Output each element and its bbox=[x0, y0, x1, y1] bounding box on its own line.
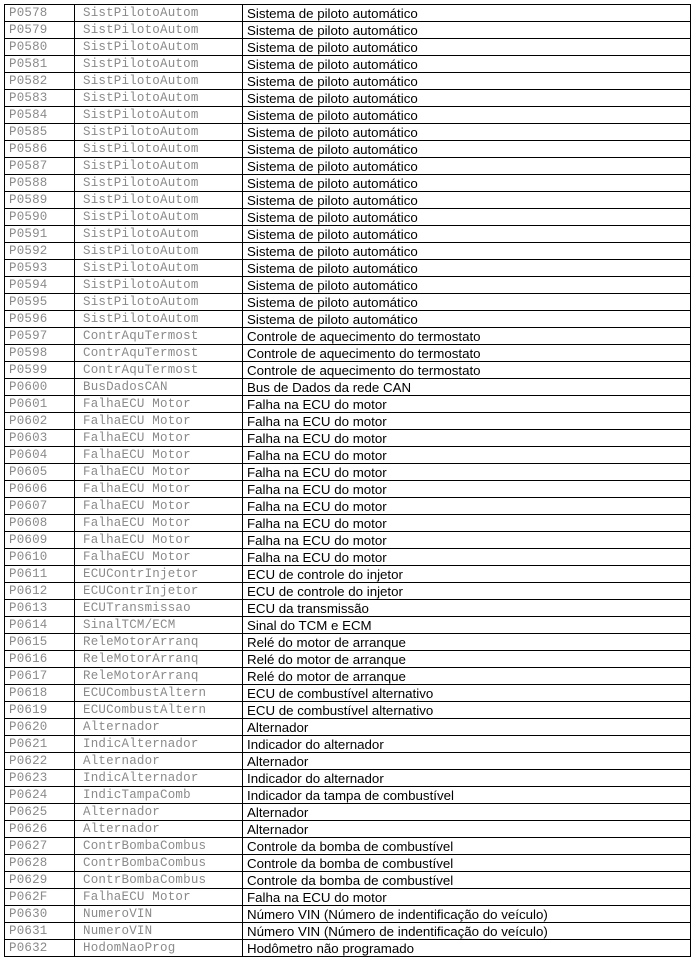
table-row bbox=[5, 73, 691, 90]
dtc-description-cell: Sistema de piloto automático bbox=[243, 5, 691, 22]
dtc-description-cell: Relé do motor de arranque bbox=[243, 668, 691, 685]
dtc-short-name-cell: ECUCombustAltern bbox=[75, 685, 243, 702]
dtc-code-cell: P0609 bbox=[5, 532, 75, 549]
dtc-short-name-cell: ReleMotorArranq bbox=[75, 634, 243, 651]
dtc-code-cell: P0598 bbox=[5, 345, 75, 362]
table-row bbox=[5, 515, 691, 532]
dtc-short-name-cell: FalhaECU Motor bbox=[75, 515, 243, 532]
dtc-short-name-cell: NumeroVIN bbox=[75, 923, 243, 940]
dtc-code-cell: P0603 bbox=[5, 430, 75, 447]
dtc-short-name-cell: SistPilotoAutom bbox=[75, 22, 243, 39]
table-row bbox=[5, 855, 691, 872]
dtc-short-name-cell: SistPilotoAutom bbox=[75, 158, 243, 175]
dtc-code-cell: P0620 bbox=[5, 719, 75, 736]
table-row bbox=[5, 770, 691, 787]
dtc-code-cell: P0621 bbox=[5, 736, 75, 753]
dtc-description-cell: Número VIN (Número de indentificação do veículo) bbox=[243, 906, 691, 923]
dtc-short-name-cell: Alternador bbox=[75, 804, 243, 821]
dtc-short-name-cell: ContrAquTermost bbox=[75, 345, 243, 362]
dtc-description-cell: Controle da bomba de combustível bbox=[243, 838, 691, 855]
dtc-short-name-cell: FalhaECU Motor bbox=[75, 430, 243, 447]
dtc-description-cell: Sistema de piloto automático bbox=[243, 175, 691, 192]
dtc-short-name-cell: SistPilotoAutom bbox=[75, 277, 243, 294]
dtc-short-name-cell: FalhaECU Motor bbox=[75, 549, 243, 566]
dtc-code-cell: P0587 bbox=[5, 158, 75, 175]
dtc-short-name-cell: IndicAlternador bbox=[75, 770, 243, 787]
table-row bbox=[5, 5, 691, 22]
table-row bbox=[5, 583, 691, 600]
table-row bbox=[5, 124, 691, 141]
table-row bbox=[5, 39, 691, 56]
dtc-description-cell: Sistema de piloto automático bbox=[243, 226, 691, 243]
dtc-description-cell: Sistema de piloto automático bbox=[243, 311, 691, 328]
table-row bbox=[5, 311, 691, 328]
table-row bbox=[5, 277, 691, 294]
dtc-description-cell: Sistema de piloto automático bbox=[243, 107, 691, 124]
dtc-code-cell: P0606 bbox=[5, 481, 75, 498]
dtc-short-name-cell: SistPilotoAutom bbox=[75, 243, 243, 260]
dtc-short-name-cell: ContrBombaCombus bbox=[75, 855, 243, 872]
dtc-description-cell: Indicador da tampa de combustível bbox=[243, 787, 691, 804]
dtc-description-cell: Hodômetro não programado bbox=[243, 940, 691, 957]
dtc-short-name-cell: SistPilotoAutom bbox=[75, 107, 243, 124]
table-row bbox=[5, 379, 691, 396]
dtc-code-table bbox=[4, 4, 691, 957]
dtc-code-cell: P0580 bbox=[5, 39, 75, 56]
dtc-description-cell: Falha na ECU do motor bbox=[243, 498, 691, 515]
dtc-short-name-cell: ECUTransmissao bbox=[75, 600, 243, 617]
dtc-description-cell: Falha na ECU do motor bbox=[243, 515, 691, 532]
dtc-description-cell: Falha na ECU do motor bbox=[243, 532, 691, 549]
dtc-code-cell: P0618 bbox=[5, 685, 75, 702]
table-row bbox=[5, 260, 691, 277]
table-row bbox=[5, 481, 691, 498]
dtc-description-cell: Indicador do alternador bbox=[243, 736, 691, 753]
table-row bbox=[5, 804, 691, 821]
table-row bbox=[5, 158, 691, 175]
dtc-description-cell: ECU da transmissão bbox=[243, 600, 691, 617]
dtc-description-cell: Sistema de piloto automático bbox=[243, 90, 691, 107]
dtc-description-cell: Controle de aquecimento do termostato bbox=[243, 345, 691, 362]
dtc-short-name-cell: FalhaECU Motor bbox=[75, 532, 243, 549]
dtc-short-name-cell: SistPilotoAutom bbox=[75, 192, 243, 209]
table-row bbox=[5, 56, 691, 73]
dtc-short-name-cell: ReleMotorArranq bbox=[75, 651, 243, 668]
table-row bbox=[5, 600, 691, 617]
table-row bbox=[5, 447, 691, 464]
table-row bbox=[5, 396, 691, 413]
dtc-short-name-cell: FalhaECU Motor bbox=[75, 481, 243, 498]
dtc-description-cell: Sistema de piloto automático bbox=[243, 56, 691, 73]
table-row bbox=[5, 413, 691, 430]
table-row bbox=[5, 566, 691, 583]
dtc-short-name-cell: ContrBombaCombus bbox=[75, 872, 243, 889]
dtc-short-name-cell: SistPilotoAutom bbox=[75, 56, 243, 73]
table-row bbox=[5, 702, 691, 719]
dtc-code-cell: P0628 bbox=[5, 855, 75, 872]
dtc-short-name-cell: FalhaECU Motor bbox=[75, 396, 243, 413]
dtc-description-cell: Falha na ECU do motor bbox=[243, 413, 691, 430]
dtc-code-cell: P0613 bbox=[5, 600, 75, 617]
table-row bbox=[5, 634, 691, 651]
dtc-short-name-cell: SistPilotoAutom bbox=[75, 311, 243, 328]
dtc-short-name-cell: SistPilotoAutom bbox=[75, 226, 243, 243]
dtc-code-cell: P0588 bbox=[5, 175, 75, 192]
dtc-code-cell: P0599 bbox=[5, 362, 75, 379]
table-row bbox=[5, 685, 691, 702]
dtc-short-name-cell: SistPilotoAutom bbox=[75, 260, 243, 277]
dtc-description-cell: Controle de aquecimento do termostato bbox=[243, 362, 691, 379]
table-row bbox=[5, 226, 691, 243]
table-row bbox=[5, 617, 691, 634]
dtc-code-cell: P0589 bbox=[5, 192, 75, 209]
dtc-description-cell: Indicador do alternador bbox=[243, 770, 691, 787]
table-row bbox=[5, 651, 691, 668]
table-row bbox=[5, 328, 691, 345]
table-row bbox=[5, 923, 691, 940]
dtc-short-name-cell: SistPilotoAutom bbox=[75, 124, 243, 141]
table-row bbox=[5, 345, 691, 362]
dtc-description-cell: Falha na ECU do motor bbox=[243, 396, 691, 413]
dtc-short-name-cell: ECUContrInjetor bbox=[75, 583, 243, 600]
dtc-code-cell: P0595 bbox=[5, 294, 75, 311]
dtc-description-cell: Alternador bbox=[243, 719, 691, 736]
dtc-description-cell: Sistema de piloto automático bbox=[243, 260, 691, 277]
dtc-short-name-cell: ContrAquTermost bbox=[75, 362, 243, 379]
dtc-code-cell: P0627 bbox=[5, 838, 75, 855]
dtc-description-cell: ECU de controle do injetor bbox=[243, 566, 691, 583]
dtc-short-name-cell: FalhaECU Motor bbox=[75, 447, 243, 464]
table-row bbox=[5, 192, 691, 209]
dtc-code-cell: P0624 bbox=[5, 787, 75, 804]
dtc-code-cell: P0625 bbox=[5, 804, 75, 821]
dtc-short-name-cell: HodomNaoProg bbox=[75, 940, 243, 957]
dtc-short-name-cell: SistPilotoAutom bbox=[75, 5, 243, 22]
dtc-description-cell: ECU de combustível alternativo bbox=[243, 685, 691, 702]
dtc-code-cell: P0619 bbox=[5, 702, 75, 719]
table-row bbox=[5, 736, 691, 753]
dtc-description-cell: Alternador bbox=[243, 804, 691, 821]
dtc-code-cell: P0630 bbox=[5, 906, 75, 923]
dtc-code-cell: P0579 bbox=[5, 22, 75, 39]
table-row bbox=[5, 107, 691, 124]
dtc-code-cell: P0631 bbox=[5, 923, 75, 940]
dtc-code-cell: P0632 bbox=[5, 940, 75, 957]
dtc-description-cell: Sistema de piloto automático bbox=[243, 243, 691, 260]
dtc-description-cell: Controle de aquecimento do termostato bbox=[243, 328, 691, 345]
dtc-code-cell: P0616 bbox=[5, 651, 75, 668]
dtc-code-cell: P0578 bbox=[5, 5, 75, 22]
dtc-description-cell: Controle da bomba de combustível bbox=[243, 855, 691, 872]
dtc-code-cell: P0605 bbox=[5, 464, 75, 481]
dtc-description-cell: Sistema de piloto automático bbox=[243, 294, 691, 311]
table-row bbox=[5, 889, 691, 906]
dtc-description-cell: Número VIN (Número de indentificação do veículo) bbox=[243, 923, 691, 940]
dtc-code-cell: P062F bbox=[5, 889, 75, 906]
table-row bbox=[5, 821, 691, 838]
dtc-short-name-cell: FalhaECU Motor bbox=[75, 889, 243, 906]
dtc-description-cell: Relé do motor de arranque bbox=[243, 651, 691, 668]
dtc-code-cell: P0591 bbox=[5, 226, 75, 243]
dtc-code-cell: P0581 bbox=[5, 56, 75, 73]
dtc-code-cell: P0582 bbox=[5, 73, 75, 90]
table-row bbox=[5, 362, 691, 379]
table-row bbox=[5, 209, 691, 226]
dtc-description-cell: Sinal do TCM e ECM bbox=[243, 617, 691, 634]
dtc-code-cell: P0612 bbox=[5, 583, 75, 600]
dtc-short-name-cell: SistPilotoAutom bbox=[75, 294, 243, 311]
dtc-code-cell: P0607 bbox=[5, 498, 75, 515]
table-row bbox=[5, 719, 691, 736]
dtc-table-body bbox=[5, 5, 691, 957]
table-row bbox=[5, 498, 691, 515]
dtc-code-cell: P0604 bbox=[5, 447, 75, 464]
dtc-code-cell: P0614 bbox=[5, 617, 75, 634]
dtc-description-cell: Falha na ECU do motor bbox=[243, 447, 691, 464]
dtc-code-cell: P0615 bbox=[5, 634, 75, 651]
dtc-description-cell: Falha na ECU do motor bbox=[243, 430, 691, 447]
dtc-code-cell: P0584 bbox=[5, 107, 75, 124]
table-row bbox=[5, 141, 691, 158]
table-row bbox=[5, 668, 691, 685]
dtc-short-name-cell: FalhaECU Motor bbox=[75, 498, 243, 515]
table-row bbox=[5, 872, 691, 889]
dtc-code-cell: P0611 bbox=[5, 566, 75, 583]
table-row bbox=[5, 464, 691, 481]
dtc-description-cell: Sistema de piloto automático bbox=[243, 22, 691, 39]
dtc-code-cell: P0626 bbox=[5, 821, 75, 838]
table-row bbox=[5, 175, 691, 192]
table-row bbox=[5, 838, 691, 855]
dtc-description-cell: Sistema de piloto automático bbox=[243, 39, 691, 56]
dtc-code-cell: P0592 bbox=[5, 243, 75, 260]
dtc-code-cell: P0593 bbox=[5, 260, 75, 277]
dtc-short-name-cell: SistPilotoAutom bbox=[75, 209, 243, 226]
dtc-short-name-cell: ReleMotorArranq bbox=[75, 668, 243, 685]
dtc-description-cell: Bus de Dados da rede CAN bbox=[243, 379, 691, 396]
dtc-description-cell: Alternador bbox=[243, 753, 691, 770]
dtc-description-cell: ECU de combustível alternativo bbox=[243, 702, 691, 719]
dtc-short-name-cell: ECUContrInjetor bbox=[75, 566, 243, 583]
dtc-code-cell: P0596 bbox=[5, 311, 75, 328]
table-row bbox=[5, 532, 691, 549]
dtc-code-cell: P0586 bbox=[5, 141, 75, 158]
dtc-description-cell: Sistema de piloto automático bbox=[243, 158, 691, 175]
dtc-code-cell: P0608 bbox=[5, 515, 75, 532]
dtc-code-cell: P0590 bbox=[5, 209, 75, 226]
table-row bbox=[5, 753, 691, 770]
dtc-short-name-cell: NumeroVIN bbox=[75, 906, 243, 923]
dtc-code-cell: P0583 bbox=[5, 90, 75, 107]
dtc-short-name-cell: IndicAlternador bbox=[75, 736, 243, 753]
dtc-description-cell: Sistema de piloto automático bbox=[243, 73, 691, 90]
dtc-code-cell: P0600 bbox=[5, 379, 75, 396]
dtc-description-cell: Sistema de piloto automático bbox=[243, 124, 691, 141]
dtc-description-cell: Falha na ECU do motor bbox=[243, 889, 691, 906]
table-row bbox=[5, 549, 691, 566]
dtc-code-cell: P0610 bbox=[5, 549, 75, 566]
dtc-short-name-cell: Alternador bbox=[75, 753, 243, 770]
dtc-description-cell: Sistema de piloto automático bbox=[243, 141, 691, 158]
dtc-short-name-cell: SistPilotoAutom bbox=[75, 39, 243, 56]
table-row bbox=[5, 243, 691, 260]
dtc-description-cell: Sistema de piloto automático bbox=[243, 209, 691, 226]
dtc-short-name-cell: ECUCombustAltern bbox=[75, 702, 243, 719]
dtc-short-name-cell: SistPilotoAutom bbox=[75, 90, 243, 107]
dtc-short-name-cell: SistPilotoAutom bbox=[75, 73, 243, 90]
dtc-short-name-cell: FalhaECU Motor bbox=[75, 413, 243, 430]
dtc-description-cell: Sistema de piloto automático bbox=[243, 277, 691, 294]
dtc-code-cell: P0601 bbox=[5, 396, 75, 413]
table-row bbox=[5, 294, 691, 311]
dtc-description-cell: Sistema de piloto automático bbox=[243, 192, 691, 209]
dtc-code-cell: P0585 bbox=[5, 124, 75, 141]
dtc-short-name-cell: ContrAquTermost bbox=[75, 328, 243, 345]
dtc-code-cell: P0622 bbox=[5, 753, 75, 770]
dtc-description-cell: Falha na ECU do motor bbox=[243, 464, 691, 481]
dtc-short-name-cell: ContrBombaCombus bbox=[75, 838, 243, 855]
dtc-description-cell: Falha na ECU do motor bbox=[243, 481, 691, 498]
dtc-short-name-cell: Alternador bbox=[75, 719, 243, 736]
dtc-code-cell: P0597 bbox=[5, 328, 75, 345]
table-row bbox=[5, 90, 691, 107]
table-row bbox=[5, 22, 691, 39]
dtc-description-cell: ECU de controle do injetor bbox=[243, 583, 691, 600]
dtc-short-name-cell: SistPilotoAutom bbox=[75, 175, 243, 192]
dtc-description-cell: Alternador bbox=[243, 821, 691, 838]
dtc-short-name-cell: BusDadosCAN bbox=[75, 379, 243, 396]
table-row bbox=[5, 787, 691, 804]
dtc-code-cell: P0617 bbox=[5, 668, 75, 685]
dtc-short-name-cell: Alternador bbox=[75, 821, 243, 838]
dtc-description-cell: Relé do motor de arranque bbox=[243, 634, 691, 651]
table-row bbox=[5, 430, 691, 447]
dtc-description-cell: Falha na ECU do motor bbox=[243, 549, 691, 566]
dtc-code-cell: P0594 bbox=[5, 277, 75, 294]
table-row bbox=[5, 940, 691, 957]
dtc-code-cell: P0602 bbox=[5, 413, 75, 430]
dtc-short-name-cell: SinalTCM/ECM bbox=[75, 617, 243, 634]
dtc-code-cell: P0623 bbox=[5, 770, 75, 787]
dtc-description-cell: Controle da bomba de combustível bbox=[243, 872, 691, 889]
table-row bbox=[5, 906, 691, 923]
dtc-short-name-cell: IndicTampaComb bbox=[75, 787, 243, 804]
dtc-short-name-cell: FalhaECU Motor bbox=[75, 464, 243, 481]
dtc-code-cell: P0629 bbox=[5, 872, 75, 889]
dtc-short-name-cell: SistPilotoAutom bbox=[75, 141, 243, 158]
